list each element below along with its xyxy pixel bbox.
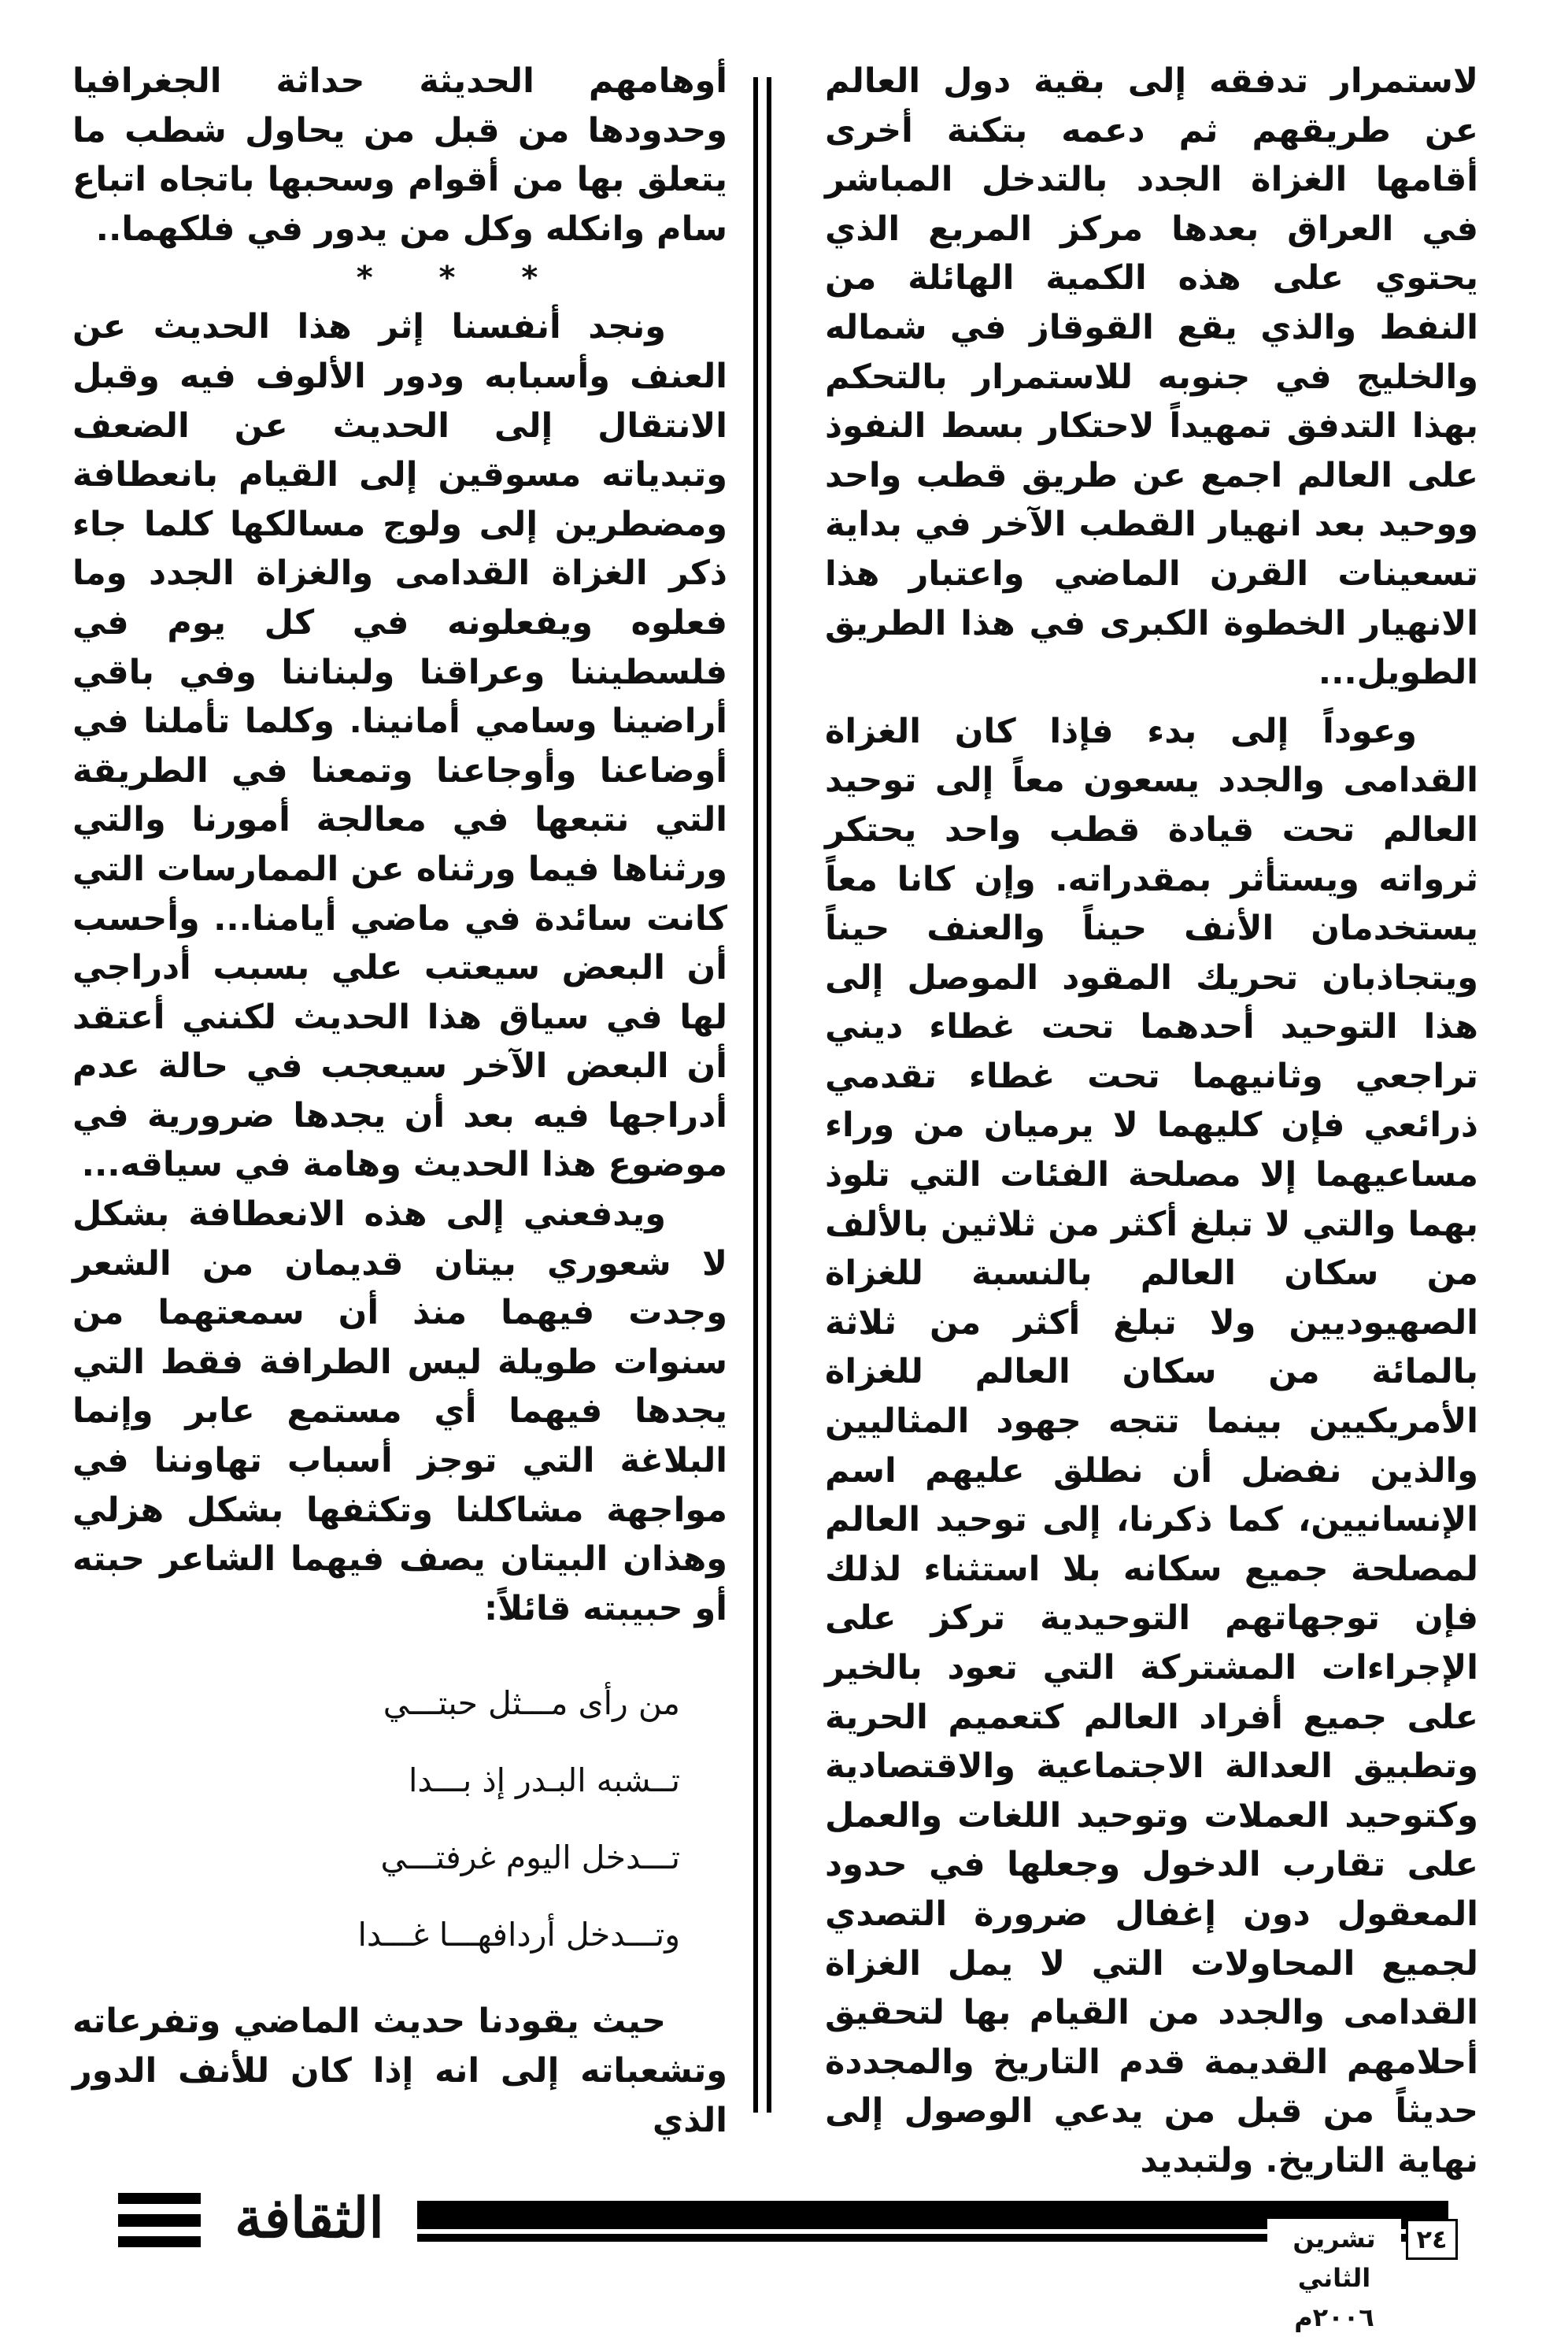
poem-verse: تـــدخل اليوم غرفتـــي bbox=[380, 1839, 680, 1877]
poem-verses bbox=[72, 1665, 727, 1973]
paragraph-gap bbox=[825, 698, 1478, 707]
column-divider-rule bbox=[753, 77, 758, 2113]
column-divider-rule bbox=[767, 77, 771, 2113]
magazine-logo: الثقافة bbox=[235, 2185, 384, 2250]
right-column-paragraph-2: وعوداً إلى بدء فإذا كان الغزاة القدامى والجدد يسعون معاً إلى توحيد العالم تحت قيادة قطب واحد يحتكر ثرواته ويستأثر بمقدراته. وإن كانا معاً يستخدمان الأنف حيناً والعنف حيناً ويتجاذبان تحريك المقود الموصل إلى هذا التوحيد أحدهما تحت غطاء ديني تراجعي وثانيهما تحت غطاء تقدمي ذرائعي فإن كليهما لا يرميان من وراء مساعيهما إلا مصلحة الفئات التي تلوذ بهما والتي لا تبلغ أكثر من ثلاثين بالألف من سكان العالم بالنسبة للغزاة الصهيوديين ولا تبلغ أكثر من ثلاثة بالمائة من سكان العالم للغزاة الأمريكيين بينما تتجه جهود المثاليين والذين نفضل أن نطلق عليهم اسم الإنسانيين، كما ذكرنا، إلى توحيد العالم لمصلحة جميع سكانه بلا استثناء لذلك فإن توجهاتهم التوحيدية تركز على الإجراءات المشتركة التي تعود بالخير على جميع أفراد العالم كتعميم الحرية وتطبيق العدالة الاجتماعية والاقتصادية وكتوحيد العملات وتوحيد اللغات والعمل على تقارب الدخول وجعلها في حدود المعقول دون إغفال ضرورة التصدي لجميع المحاولات التي لا يمل الغزاة القدامى والجدد من القيام بها لتحقيق أحلامهم القديمة قدم التاريخ والمجددة حديثاً من قبل من يدعي الوصول إلى نهاية التاريخ. ولتبديد bbox=[825, 711, 1478, 2180]
footer-decorative-bar bbox=[118, 2214, 201, 2227]
footer-decorative-bar bbox=[118, 2193, 201, 2204]
left-column-closing-paragraph: حيث يقودنا حديث الماضي وتفرعاته وتشعباته إلى انه إذا كان للأنف الدور الذي bbox=[72, 2002, 727, 2140]
footer-decorative-bar bbox=[118, 2236, 201, 2247]
left-column bbox=[72, 57, 727, 2145]
poem-verse: وتـــدخل أردافهـــا غـــدا bbox=[357, 1916, 680, 1954]
left-column-paragraph-2: ويدفعني إلى هذه الانعطافة بشكل لا شعوري بيتان قديمان من الشعر وجدت فيهما منذ أن سمعتهما من سنوات طويلة ليس الطرافة فقط التي يجدها فيهما أي مستمع عابر وإنما البلاغة التي توجز أسباب تهاوننا في مواجهة مشاكلنا وتكثفها بشكل هزلي وهذان البيتان يصف فيهما الشاعر حبته أو حبيبته قائلاً: bbox=[72, 1194, 727, 1628]
issue-date: تشرين الثاني ٢٠٠٦م bbox=[1267, 2219, 1401, 2258]
right-column-paragraph-1: لاستمرار تدفقه إلى بقية دول العالم عن طريقهم ثم دعمه بتكنة أخرى أقامها الغزاة الجدد بالتدخل المباشر في العراق بعدها مركز المربع الذي يحتوي على هذه الكمية الهائلة من النفط والذي يقع القوقاز في شماله والخليج في جنوبه للاستمرار بالتحكم بهذا التدفق تمهيداً لاحتكار بسط النفوذ على العالم اجمع عن طريق قطب واحد ووحيد بعد انهيار القطب الآخر في بداية تسعينات القرن الماضي واعتبار هذا الانهيار الخطوة الكبرى في هذا الطريق الطويل... bbox=[825, 61, 1478, 693]
page-number: ٢٤ bbox=[1406, 2219, 1458, 2260]
left-column-paragraph-1: ونجد أنفسنا إثر هذا الحديث عن العنف وأسبابه ودور الألوف فيه وقبل الانتقال إلى الحديث عن الضعف وتبدياته مسوقين إلى القيام بانعطافة ومضطرين إلى ولوج مسالكها كلما جاء ذكر الغزاة القدامى والغزاة الجدد وما فعلوه ويفعلونه في كل يوم في فلسطيننا وعراقنا ولبناننا وفي باقي أراضينا وسامي أمانينا. وكلما تأملنا في أوضاعنا وأوجاعنا وتمعنا في الطريقة التي نتبعها في معالجة أمورنا والتي ورثناها فيما ورثناه عن الممارسات التي كانت سائدة في ماضي أيامنا... وأحسب أن البعض سيعتب علي بسبب أدراجي لها في سياق هذا الحديث لكنني أعتقد أن البعض الآخر سيعجب في حالة عدم أدراجها فيه بعد أن يجدها ضرورية في موضوع هذا الحديث وهامة في سياقه... bbox=[72, 307, 727, 1185]
left-column-opening-paragraph: أوهامهم الحديثة حداثة الجغرافيا وحدودها من قبل من يحاول شطب ما يتعلق بها من أقوام وسحبها باتجاه اتباع سام وانكله وكل من يدور في فلكهما.. bbox=[72, 61, 727, 249]
page-footer bbox=[118, 2185, 1456, 2332]
right-column bbox=[825, 57, 1478, 2186]
section-separator: * * * bbox=[356, 260, 538, 297]
poem-verse: من رأى مـــثل حبتـــي bbox=[383, 1684, 680, 1723]
poem-verse: تــشبه البـدر إذ بـــدا bbox=[408, 1761, 680, 1800]
